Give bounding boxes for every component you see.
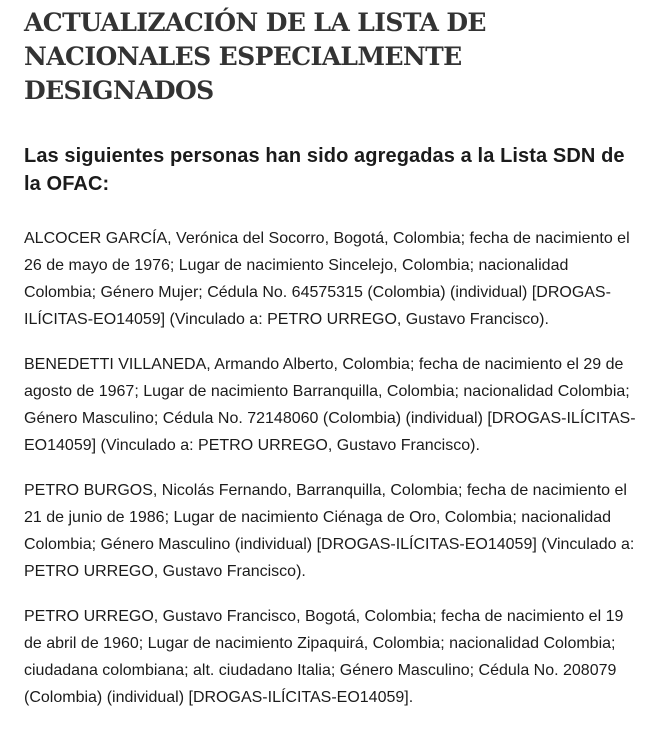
sdn-entry: BENEDETTI VILLANEDA, Armando Alberto, Colombia; fecha de nacimiento el 29 de agosto de 1967; Lugar de nacimiento Barranquilla, Colombia; nacionalidad Colombia; Género Masculino; Cédula No. 72148060 (Colombia) (individual) [DROGAS-ILÍCITAS-EO14059] (Vinculado a: PETRO URREGO, Gustavo Francisco). <box>24 356 636 454</box>
section-subtitle: Las siguientes personas han sido agregadas a la Lista SDN de la OFAC: <box>24 145 625 195</box>
sdn-entry-list <box>24 225 644 711</box>
sdn-entry: PETRO BURGOS, Nicolás Fernando, Barranquilla, Colombia; fecha de nacimiento el 21 de junio de 1986; Lugar de nacimiento Ciénaga de Oro, Colombia; nacionalidad Colombia; Género Masculino (individual) [DROGAS-ILÍCITAS-EO14059] (Vinculado a: PETRO URREGO, Gustavo Francisco). <box>24 482 635 580</box>
sdn-entry: PETRO URREGO, Gustavo Francisco, Bogotá, Colombia; fecha de nacimiento el 19 de abril de 1960; Lugar de nacimiento Zipaquirá, Colombia; nacionalidad Colombia; ciudadana colombiana; alt. ciudadano Italia; Género Masculino; Cédula No. 208079 (Colombia) (individual) [DROGAS-ILÍCITAS-EO14059]. <box>24 608 624 706</box>
page-title: ACTUALIZACIÓN DE LA LISTA DE NACIONALES ESPECIALMENTE DESIGNADOS <box>24 8 486 105</box>
sdn-entry: ALCOCER GARCÍA, Verónica del Socorro, Bogotá, Colombia; fecha de nacimiento el 26 de mayo de 1976; Lugar de nacimiento Sincelejo, Colombia; nacionalidad Colombia; Género Mujer; Cédula No. 64575315 (Colombia) (individual) [DROGAS-ILÍCITAS-EO14059] (Vinculado a: PETRO URREGO, Gustavo Francisco). <box>24 230 630 328</box>
document-page <box>24 6 644 729</box>
